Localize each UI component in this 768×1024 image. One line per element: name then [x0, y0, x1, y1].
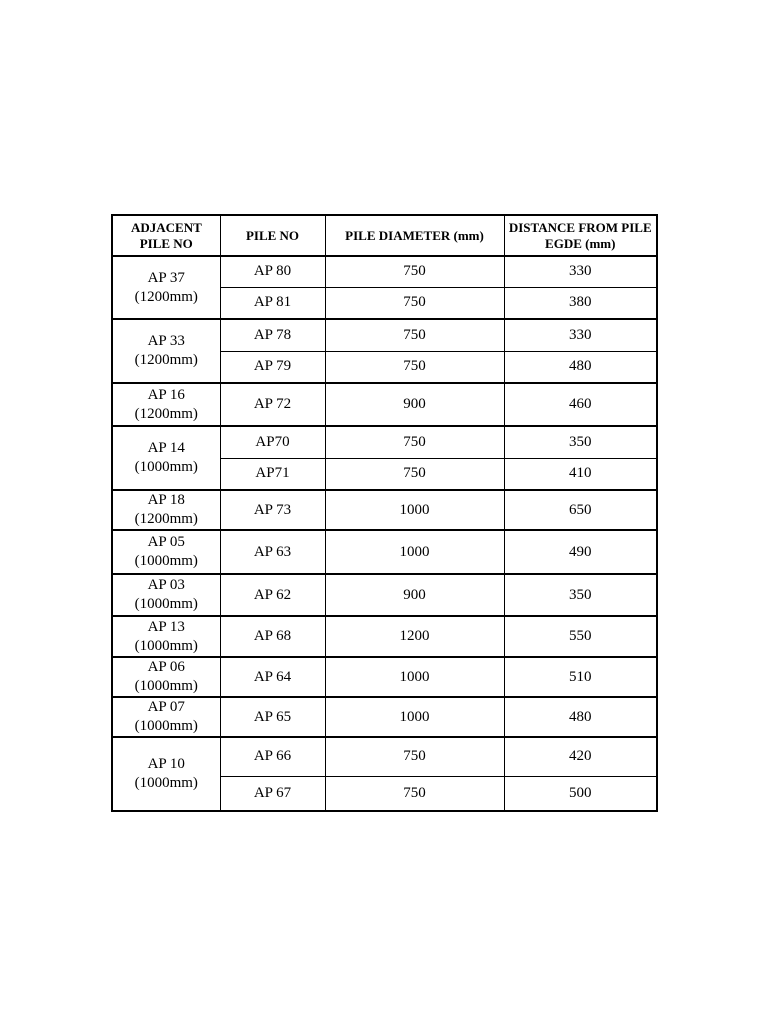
cell-distance: 480 [504, 697, 657, 737]
table-row [112, 530, 657, 574]
cell-distance: 490 [504, 530, 657, 574]
cell-distance: 480 [504, 351, 657, 383]
table-row [112, 697, 657, 737]
cell-pile-no: AP 62 [220, 574, 325, 616]
cell-distance: 420 [504, 737, 657, 776]
cell-pile-diameter: 750 [325, 351, 504, 383]
table-row [112, 490, 657, 530]
adjacent-pile-size: (1000mm) [134, 637, 198, 654]
table-row [112, 737, 657, 776]
cell-distance: 410 [504, 458, 657, 490]
cell-distance: 510 [504, 657, 657, 697]
adjacent-pile-size: (1200mm) [134, 511, 198, 527]
cell-pile-diameter: 750 [325, 319, 504, 351]
adjacent-pile-size: (1000mm) [134, 678, 198, 694]
header-distance-from-edge [504, 215, 657, 256]
table-row [112, 426, 657, 458]
adjacent-pile-id: AP 16 [147, 386, 185, 403]
adjacent-pile-size: (1000mm) [134, 459, 198, 475]
adjacent-pile-id: AP 13 [147, 618, 185, 635]
table-row [112, 256, 657, 287]
cell-distance: 550 [504, 616, 657, 657]
adjacent-pile-id: AP 37 [147, 269, 185, 286]
cell-pile-diameter: 750 [325, 256, 504, 287]
cell-distance: 330 [504, 256, 657, 287]
header-pile-no: PILE NO [220, 215, 325, 256]
adjacent-pile-size: (1200mm) [134, 352, 198, 368]
cell-distance: 350 [504, 426, 657, 458]
cell-pile-no: AP 73 [220, 490, 325, 530]
cell-pile-diameter: 1000 [325, 490, 504, 530]
cell-pile-diameter: 1200 [325, 616, 504, 657]
pile-distance-table [111, 214, 658, 812]
cell-adjacent-pile [112, 737, 220, 811]
cell-pile-diameter: 750 [325, 737, 504, 776]
cell-adjacent-pile [112, 657, 220, 697]
table-row [112, 319, 657, 351]
header-adjacent-line-1: ADJACENT [130, 219, 202, 235]
cell-adjacent-pile [112, 256, 220, 319]
cell-adjacent-pile [112, 426, 220, 490]
cell-pile-no: AP 66 [220, 737, 325, 776]
cell-pile-no: AP 65 [220, 697, 325, 737]
header-row [112, 215, 657, 256]
cell-pile-no: AP 80 [220, 256, 325, 287]
cell-pile-no: AP 81 [220, 287, 325, 319]
cell-pile-diameter: 1000 [325, 697, 504, 737]
adjacent-pile-size: (1000mm) [134, 553, 198, 569]
header-pile-diameter: PILE DIAMETER (mm) [325, 215, 504, 256]
table-row [112, 574, 657, 616]
adjacent-pile-id: AP 10 [147, 756, 185, 772]
adjacent-pile-id: AP 33 [147, 333, 185, 349]
table-row [112, 616, 657, 657]
cell-pile-diameter: 750 [325, 426, 504, 458]
cell-pile-no: AP 64 [220, 657, 325, 697]
header-distance-line-2: PILE EGDE (mm) [545, 219, 652, 251]
adjacent-pile-size: (1000mm) [134, 775, 198, 791]
adjacent-pile-size: (1200mm) [134, 405, 198, 422]
cell-adjacent-pile [112, 490, 220, 530]
cell-adjacent-pile [112, 574, 220, 616]
adjacent-pile-id: AP 18 [147, 492, 185, 508]
adjacent-pile-id: AP 14 [147, 440, 185, 456]
header-distance-line-1: DISTANCE FROM [508, 219, 619, 235]
adjacent-pile-id: AP 05 [147, 534, 185, 550]
cell-pile-no: AP 67 [220, 776, 325, 811]
cell-adjacent-pile [112, 319, 220, 383]
cell-pile-diameter: 1000 [325, 530, 504, 574]
cell-pile-no: AP 79 [220, 351, 325, 383]
cell-pile-no: AP70 [220, 426, 325, 458]
adjacent-pile-size: (1200mm) [134, 288, 198, 305]
cell-distance: 500 [504, 776, 657, 811]
cell-pile-no: AP 63 [220, 530, 325, 574]
cell-pile-no: AP 68 [220, 616, 325, 657]
cell-distance: 380 [504, 287, 657, 319]
cell-distance: 650 [504, 490, 657, 530]
cell-adjacent-pile [112, 616, 220, 657]
header-adjacent-pile-no [112, 215, 220, 256]
cell-distance: 460 [504, 383, 657, 426]
table-body [112, 256, 657, 811]
cell-pile-diameter: 900 [325, 383, 504, 426]
cell-adjacent-pile [112, 697, 220, 737]
cell-adjacent-pile [112, 383, 220, 426]
cell-pile-no: AP71 [220, 458, 325, 490]
cell-pile-diameter: 900 [325, 574, 504, 616]
header-adjacent-line-2: PILE NO [139, 235, 193, 251]
cell-adjacent-pile [112, 530, 220, 574]
cell-pile-no: AP 72 [220, 383, 325, 426]
adjacent-pile-size: (1000mm) [134, 718, 198, 734]
cell-pile-diameter: 750 [325, 458, 504, 490]
table-row [112, 383, 657, 426]
table-header [112, 215, 657, 256]
cell-pile-diameter: 750 [325, 287, 504, 319]
cell-pile-no: AP 78 [220, 319, 325, 351]
adjacent-pile-size: (1000mm) [134, 596, 198, 612]
cell-distance: 330 [504, 319, 657, 351]
adjacent-pile-id: AP 06 [147, 659, 185, 675]
cell-distance: 350 [504, 574, 657, 616]
adjacent-pile-id: AP 07 [147, 699, 185, 715]
table-row [112, 657, 657, 697]
adjacent-pile-id: AP 03 [147, 577, 185, 593]
cell-pile-diameter: 750 [325, 776, 504, 811]
cell-pile-diameter: 1000 [325, 657, 504, 697]
